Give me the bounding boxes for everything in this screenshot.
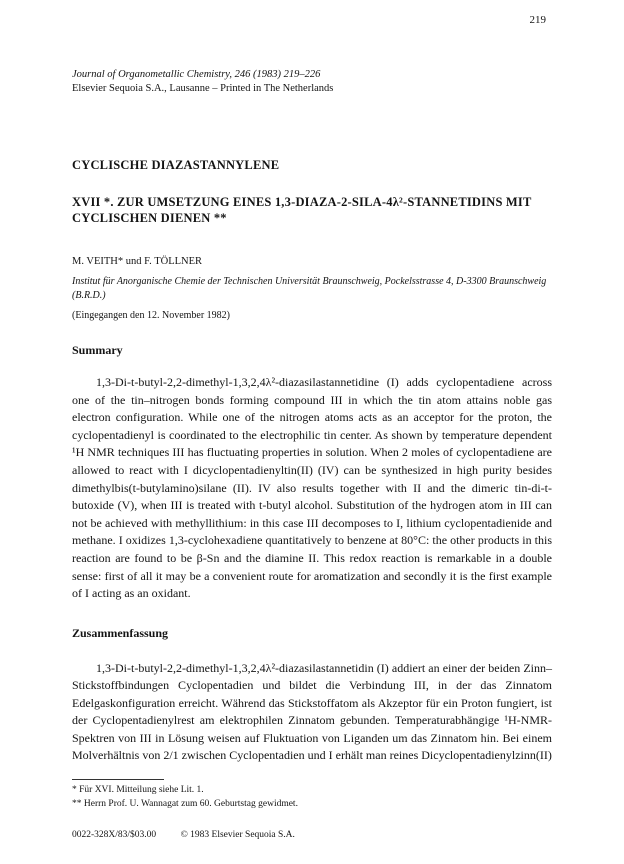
zusammenfassung-text: 1,3-Di-t-butyl-2,2-dimethyl-1,3,2,4λ²-diazasilastannetidin (I) addiert an einer der beiden Zinn–Stickstoffbindungen Cyclopentadien und bildet die Verbindung III, in der das Zinnatom Edelgaskonfiguration erreicht. Während das Stickstoffatom als Akzeptor für ein Proton fungiert, ist der Cyclopentadienylrest am elektrophilen Zinnatom gebunden. Temperaturabhängige ¹H-NMR-Spektren von III in Lösung weisen auf Fluktuation von Liganden um das Zinnatom hin. Bei einem Molverhältnis von 2/1 zwischen Cyclopentadien und I erhält man reines Dicyclopentadienylzinn(II) bbox=[72, 661, 552, 763]
zusammenfassung-heading: Zusammenfassung bbox=[72, 626, 169, 640]
journal-citation: Journal of Organometallic Chemistry, 246 (1983) 219–226 bbox=[72, 69, 321, 80]
summary-text: 1,3-Di-t-butyl-2,2-dimethyl-1,3,2,4λ²-diazasilastannetidine (I) adds cyclopentadiene across one of the tin–nitrogen bonds forming compound III in which the tin atom attains noble gas electron configuration. While one of the nitrogen atoms acts as an acceptor for the proton, the cyclopentadienyl is coordinated to the electrophilic tin center. As shown by temperature dependent ¹H NMR techniques III has fluctuating properties in solution. When 2 moles of cyclopentadiene are allowed to react with I dicyclopentadienyltin(II) (IV) can be synthesized in high purity besides dimethylbis(t-butylamino)silane (II). IV also results together with II and the dimeric tin-di-t-butoxide (V), when III is treated with t-butyl alcohol. Substitution of the hydrogen atom in III can not be achieved with methyllithium: in this case III decomposes to I, lithium cyclopentadienide and methane. I oxidizes 1,3-cyclohexadiene quantitatively to benzene at 80°C: the other products in this reaction are found to be β-Sn and the diamine II. This redox reaction is remarkable in a double sense: first of all it may be a convenient route for aromatization and secondly it is the first example of I acting as an oxidant. bbox=[72, 375, 552, 601]
institution: Institut für Anorganische Chemie der Technischen Universität Braunschweig, Pockelsstrasse 4, D-3300 Braunschweig (B.R.D.) bbox=[72, 276, 547, 301]
summary-heading: Summary bbox=[72, 343, 123, 357]
journal-header bbox=[72, 68, 333, 96]
footnote-2: ** Herrn Prof. U. Wannagat zum 60. Geburtstag gewidmet. bbox=[72, 799, 298, 809]
page-number: 219 bbox=[529, 14, 546, 26]
copyright-notice: © 1983 Elsevier Sequoia S.A. bbox=[180, 830, 295, 840]
article-title: XVII *. ZUR UMSETZUNG EINES 1,3-DIAZA-2-SILA-4λ²-STANNETIDINS MIT CYCLISCHEN DIENEN ** bbox=[72, 195, 532, 225]
authors: M. VEITH* und F. TÖLLNER bbox=[72, 256, 203, 267]
received-date: (Eingegangen den 12. November 1982) bbox=[72, 310, 231, 321]
footnote-divider bbox=[72, 779, 164, 780]
issn-code: 0022-328X/83/$03.00 bbox=[72, 830, 157, 840]
footnote-1: * Für XVI. Mitteilung siehe Lit. 1. bbox=[72, 785, 204, 795]
series-title: CYCLISCHE DIAZASTANNYLENE bbox=[72, 158, 280, 172]
journal-publisher: Elsevier Sequoia S.A., Lausanne – Printed in The Netherlands bbox=[72, 83, 334, 94]
copyright-footer bbox=[72, 830, 295, 840]
